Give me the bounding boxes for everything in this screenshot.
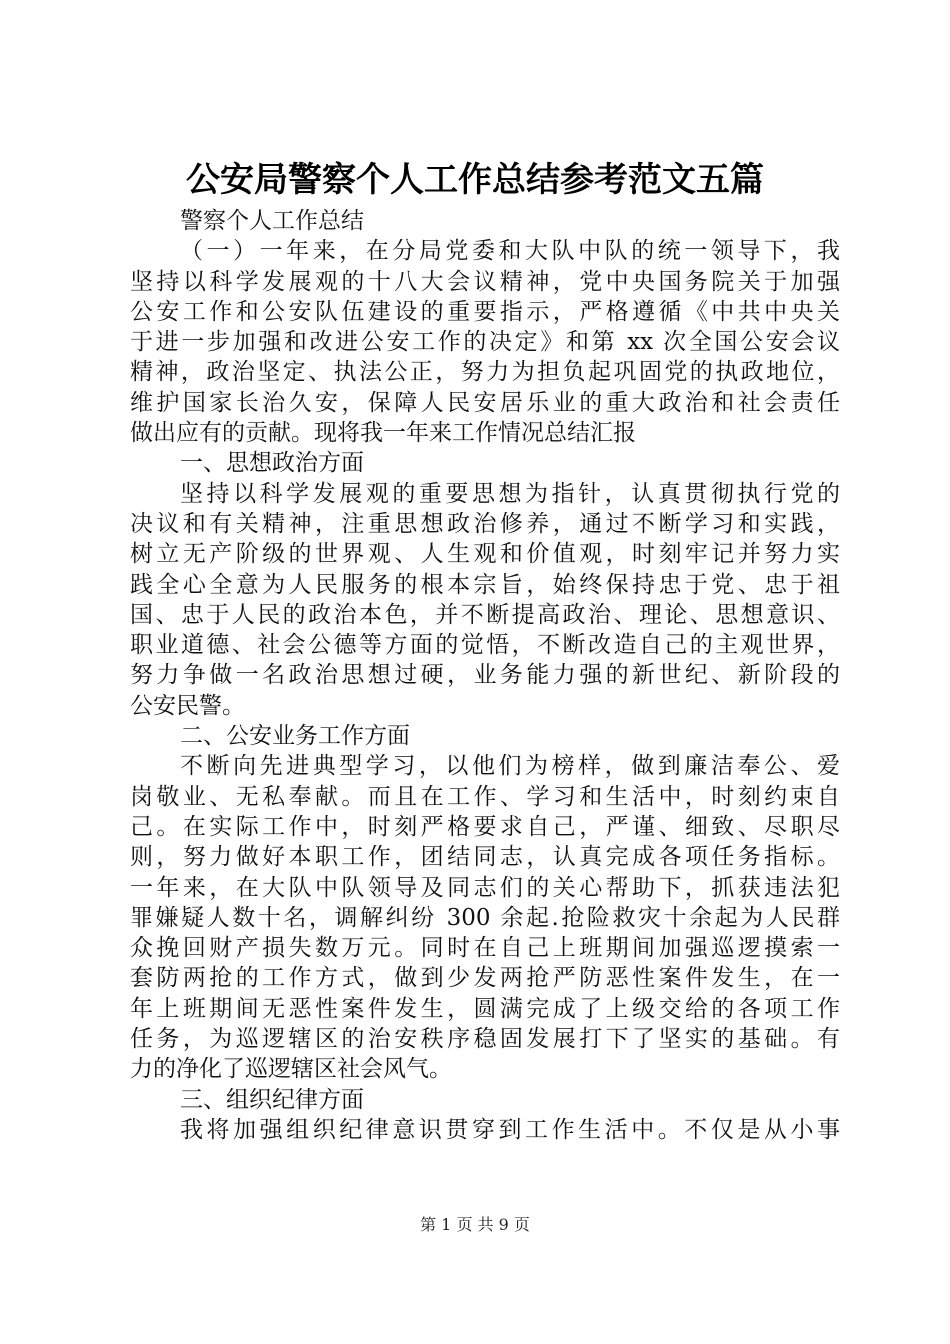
paragraph-line: 维护国家长治久安，保障人民安居乐业的重大政治和社会责任: [130, 389, 840, 416]
paragraph-line: 众挽回财产损失数万元。同时在自己上班期间加强巡逻摸索一: [130, 935, 840, 962]
section-heading: 一、思想政治方面: [180, 450, 364, 477]
paragraph-line: 于进一步加强和改进公安工作的决定》和第 xx 次全国公安会议: [130, 329, 840, 356]
paragraph-line: 职业道德、社会公德等方面的觉悟，不断改造自己的主观世界，: [130, 632, 840, 659]
paragraph-line: 坚持以科学发展观的重要思想为指针，认真贯彻执行党的: [180, 480, 840, 507]
paragraph-line: （一）一年来，在分局党委和大队中队的统一领导下，我: [180, 238, 840, 265]
paragraph-line: 罪嫌疑人数十名，调解纠纷 300 余起.抢险救灾十余起为人民群: [130, 904, 840, 931]
paragraph-line: 精神，政治坚定、执法公正，努力为担负起巩固党的执政地位，: [130, 359, 840, 386]
paragraph-line: 任务，为巡逻辖区的治安秩序稳固发展打下了坚实的基础。有: [130, 1026, 840, 1053]
page-number-footer: 第 1 页 共 9 页: [420, 1215, 530, 1234]
paragraph-line: 做出应有的贡献。现将我一年来工作情况总结汇报: [130, 420, 636, 447]
paragraph-line: 己。在实际工作中，时刻严格要求自己，严谨、细致、尽职尽: [130, 813, 840, 840]
paragraph-line: 努力争做一名政治思想过硬，业务能力强的新世纪、新阶段的: [130, 662, 840, 689]
section-heading: 三、组织纪律方面: [180, 1086, 364, 1113]
paragraph-line: 岗敬业、无私奉献。而且在工作、学习和生活中，时刻约束自: [130, 783, 840, 810]
paragraph-line: 力的净化了巡逻辖区社会风气。: [130, 1056, 452, 1083]
paragraph-line: 决议和有关精神，注重思想政治修养，通过不断学习和实践，: [130, 510, 840, 537]
subtitle-line: 警察个人工作总结: [180, 208, 364, 234]
paragraph-line: 践全心全意为人民服务的根本宗旨，始终保持忠于党、忠于祖: [130, 571, 840, 598]
paragraph-line: 国、忠于人民的政治本色，并不断提高政治、理论、思想意识、: [130, 601, 840, 628]
paragraph-line: 则，努力做好本职工作，团结同志，认真完成各项任务指标。: [130, 844, 840, 871]
paragraph-line: 年上班期间无恶性案件发生，圆满完成了上级交给的各项工作: [130, 995, 840, 1022]
paragraph-line: 一年来，在大队中队领导及同志们的关心帮助下，抓获违法犯: [130, 874, 840, 901]
paragraph-line: 我将加强组织纪律意识贯穿到工作生活中。不仅是从小事: [180, 1116, 840, 1143]
paragraph-line: 树立无产阶级的世界观、人生观和价值观，时刻牢记并努力实: [130, 541, 840, 568]
paragraph-line: 不断向先进典型学习，以他们为榜样，做到廉洁奉公、爱: [180, 753, 840, 780]
paragraph-line: 坚持以科学发展观的十八大会议精神，党中央国务院关于加强: [130, 268, 840, 295]
paragraph-line: 套防两抢的工作方式，做到少发两抢严防恶性案件发生，在一: [130, 965, 840, 992]
section-heading: 二、公安业务工作方面: [180, 723, 410, 750]
paragraph-line: 公安工作和公安队伍建设的重要指示，严格遵循《中共中央关: [130, 298, 840, 325]
paragraph-line: 公安民警。: [130, 692, 245, 719]
document-title: 公安局警察个人工作总结参考范文五篇: [186, 160, 764, 200]
document-body: [130, 206, 840, 1145]
